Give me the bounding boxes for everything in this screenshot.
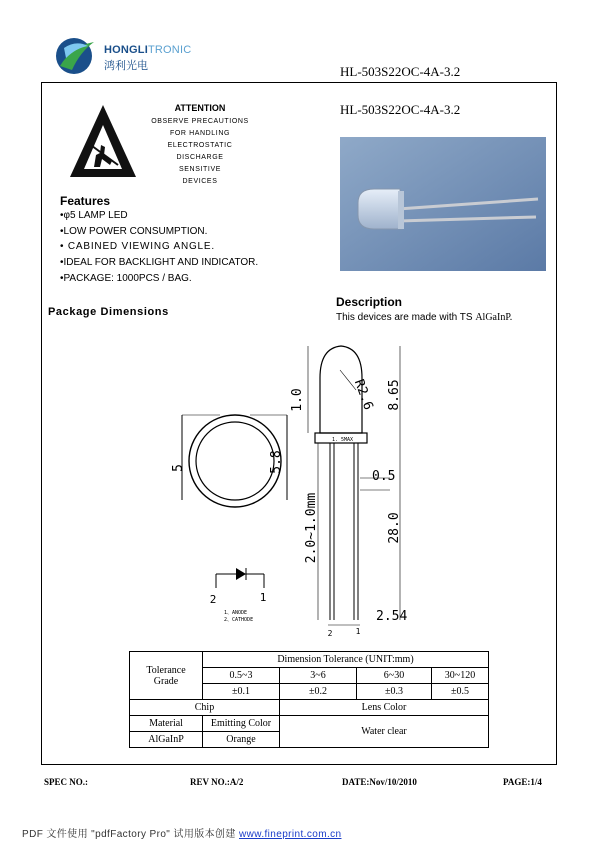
features-title: Features [60, 194, 111, 208]
tolerance-value: ±0.3 [357, 684, 432, 700]
logo-name: HONGLITRONIC [104, 44, 192, 56]
legend-anode: 1、ANODE [224, 610, 248, 616]
dim-d-body: 5.8 [269, 450, 284, 474]
dim-radius: R2.6 [350, 377, 376, 413]
dim-top-height: 1.0 [290, 388, 305, 412]
pin-label-2: 2 [327, 629, 333, 638]
attention-line: DEVICES [182, 178, 218, 185]
description-text: This devices are made with TS AlGaInP. [336, 312, 513, 323]
dim-body-height: 8.65 [387, 379, 402, 411]
material-value: AlGaInP [130, 732, 203, 748]
dim-pitch: 2.54 [376, 609, 408, 624]
tolerance-value: ±0.2 [280, 684, 357, 700]
tolerance-range: 3~6 [280, 668, 357, 684]
footer-rev: REV NO.:A/2 [190, 777, 244, 787]
part-title: HL-503S22OC-4A-3.2 [340, 102, 461, 117]
tolerance-header: Dimension Tolerance (UNIT:mm) [203, 652, 489, 668]
led-photo [340, 137, 546, 271]
attention-line: SENSITIVE [179, 166, 221, 173]
package-dimensions-title: Package Dimensions [48, 306, 169, 318]
footer-spec: SPEC NO.: [44, 777, 89, 787]
lens-color-label: Lens Color [280, 700, 489, 716]
attention-line: ELECTROSTATIC [167, 142, 233, 149]
dim-d-outer: 5 [171, 464, 186, 472]
attention-line: OBSERVE PRECAUTIONS [151, 118, 249, 125]
feature-item: •PACKAGE: 1000PCS / BAG. [60, 273, 192, 284]
attention-line: DISCHARGE [176, 154, 224, 161]
footer-date: DATE:Nov/10/2010 [342, 777, 417, 787]
attention-title: ATTENTION [174, 103, 226, 113]
flange-mark: 1. 5MAX [332, 437, 354, 443]
pdf-factory-note: PDF 文件使用 "pdfFactory Pro" 试用版本创建 www.fineprint.com.cn [22, 829, 342, 840]
tolerance-grade-label: Tolerance Grade [130, 652, 203, 700]
legend-cathode: 2、CATHODE [224, 617, 254, 623]
company-logo-icon [54, 36, 100, 76]
lens-color-value: Water clear [280, 716, 489, 748]
tolerance-range: 30~120 [432, 668, 489, 684]
logo-chinese-name: 鸿利光电 [104, 60, 148, 72]
description-title: Description [336, 295, 403, 309]
tolerance-value: ±0.5 [432, 684, 489, 700]
material-label: Material [130, 716, 203, 732]
tolerance-value: ±0.1 [203, 684, 280, 700]
emitting-color-value: Orange [203, 732, 280, 748]
tolerance-range: 6~30 [357, 668, 432, 684]
dim-lead-length: 28.0 [387, 512, 402, 544]
header-part-number: HL-503S22OC-4A-3.2 [340, 64, 461, 79]
feature-item: •LOW POWER CONSUMPTION. [60, 226, 208, 237]
footer-page: PAGE:1/4 [503, 777, 542, 787]
emitting-color-label: Emitting Color [203, 716, 280, 732]
attention-line: FOR HANDLING [169, 130, 231, 137]
pin-1: 1 [259, 591, 267, 604]
esd-warning-icon [68, 103, 138, 179]
dim-flange: 2.0~1.0mm [304, 492, 319, 564]
tolerance-range: 0.5~3 [203, 668, 280, 684]
tolerance-table [129, 651, 489, 748]
pin-2: 2 [209, 593, 217, 606]
feature-item: •IDEAL FOR BACKLIGHT AND INDICATOR. [60, 257, 259, 268]
dim-lead-width: 0.5 [372, 469, 396, 484]
chip-label: Chip [130, 700, 280, 716]
package-drawing [160, 340, 420, 640]
feature-item: • CABINED VIEWING ANGLE. [60, 241, 215, 252]
diode-symbol-icon [216, 568, 264, 588]
pin-label-1: 1 [355, 627, 361, 636]
fineprint-link[interactable]: www.fineprint.com.cn [239, 829, 342, 840]
feature-item: •φ5 LAMP LED [60, 210, 128, 221]
